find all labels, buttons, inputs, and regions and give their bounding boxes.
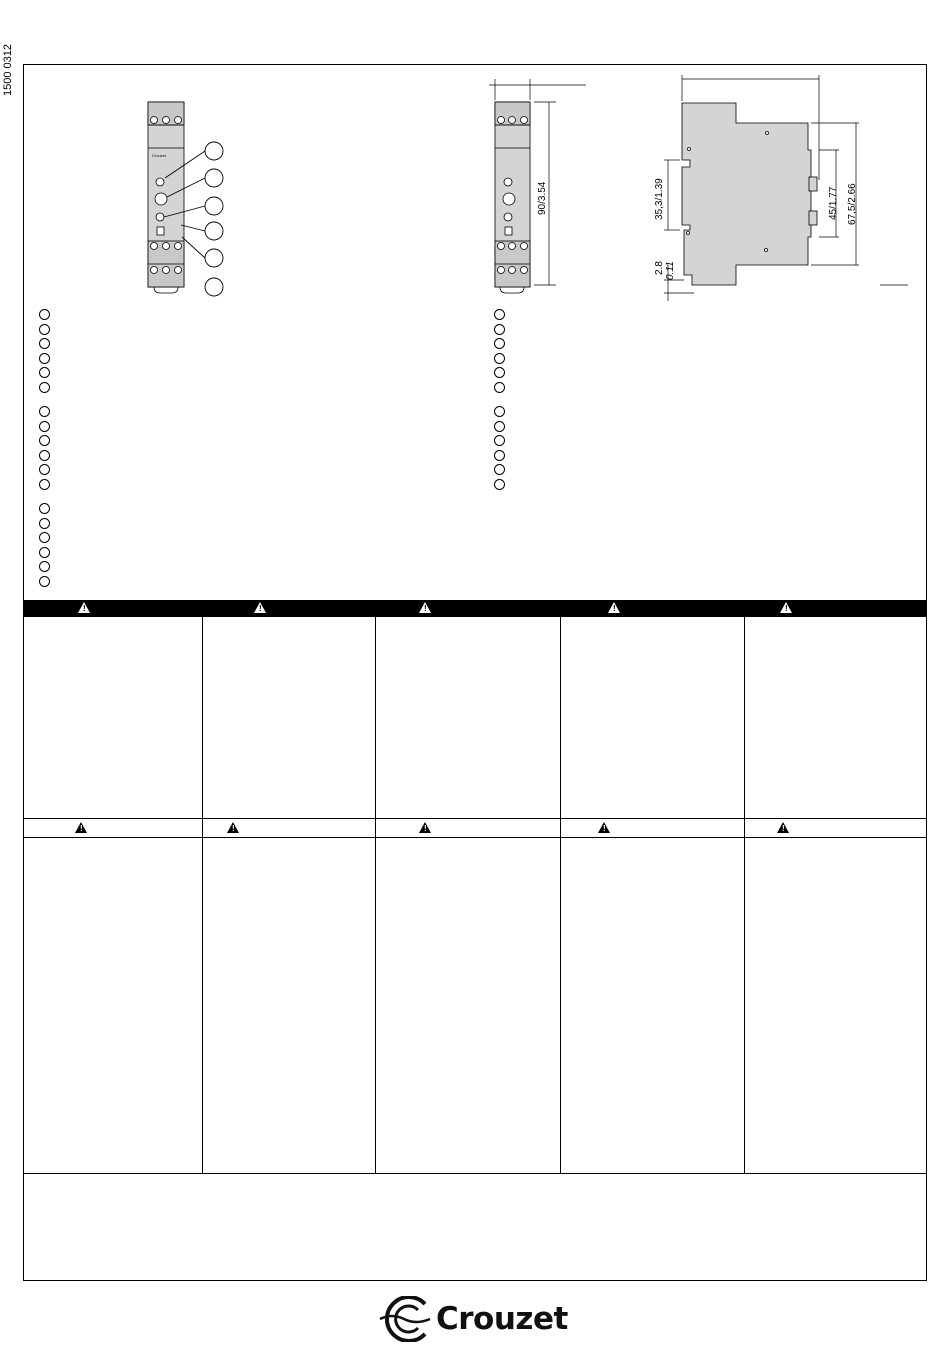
crouzet-logo xyxy=(376,1296,568,1342)
column-divider xyxy=(744,600,745,1173)
danger-header-band xyxy=(24,600,926,617)
device-front-view xyxy=(148,102,184,293)
brand-name: Crouzet xyxy=(436,1301,568,1337)
warning-icon: ! xyxy=(419,602,431,613)
legend-circles-left xyxy=(39,309,50,590)
document-code: 1500 0312 xyxy=(2,44,14,96)
device-brand-label: Crouzet xyxy=(152,153,167,158)
dim-side-lower-a: 2.8 xyxy=(654,261,665,275)
warning-icon: ! xyxy=(254,602,266,613)
column-divider xyxy=(202,600,203,1173)
figures xyxy=(24,65,928,305)
legend-circles-right xyxy=(494,309,505,493)
device-dimension-view xyxy=(495,102,530,293)
dim-side-mid: 45/1.77 xyxy=(828,186,839,220)
crouzet-logo-icon xyxy=(376,1296,432,1342)
warning-icon: ! xyxy=(777,822,789,833)
dim-side-lower-b: 0.11 xyxy=(665,261,676,280)
device-side-view xyxy=(682,103,817,285)
dim-side-upper: 35,3/1.39 xyxy=(654,178,665,220)
column-divider xyxy=(375,600,376,1173)
warning-icon: ! xyxy=(227,822,239,833)
column-divider xyxy=(560,600,561,1173)
warning-icon: ! xyxy=(78,602,90,613)
caution-header-band xyxy=(24,818,926,838)
footer-divider xyxy=(24,1173,926,1174)
warning-icon: ! xyxy=(75,822,87,833)
warning-icon: ! xyxy=(598,822,610,833)
warning-icon: ! xyxy=(419,822,431,833)
warning-icon: ! xyxy=(608,602,620,613)
dim-height-front: 90/3.54 xyxy=(537,181,548,215)
dim-side-total: 67,5/2.66 xyxy=(847,183,858,225)
document-frame xyxy=(23,64,927,1281)
warning-icon: ! xyxy=(780,602,792,613)
